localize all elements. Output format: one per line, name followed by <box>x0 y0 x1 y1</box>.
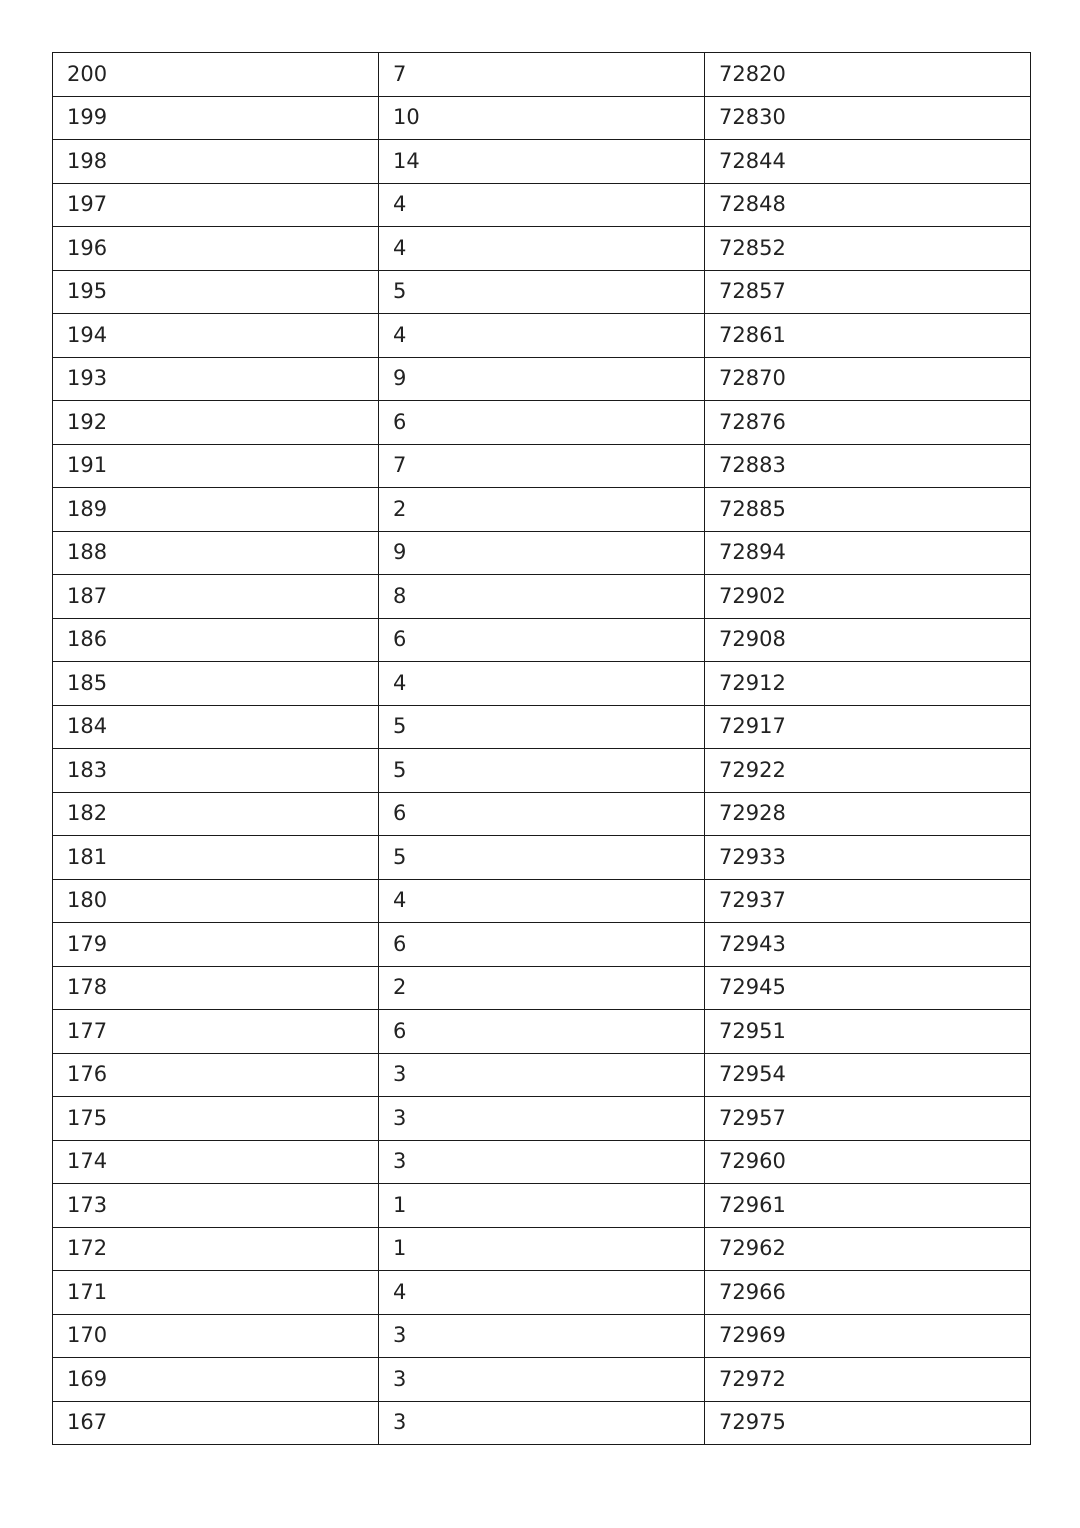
table-row <box>53 879 1031 923</box>
count-cell: 3 <box>379 1358 705 1402</box>
count-cell: 5 <box>379 749 705 793</box>
cumulative-cell: 72885 <box>705 488 1031 532</box>
score-cell: 183 <box>53 749 379 793</box>
count-cell: 5 <box>379 270 705 314</box>
table-row <box>53 1010 1031 1054</box>
cumulative-cell: 72908 <box>705 618 1031 662</box>
count-cell: 6 <box>379 401 705 445</box>
cumulative-cell: 72960 <box>705 1140 1031 1184</box>
score-cell: 199 <box>53 96 379 140</box>
score-cell: 196 <box>53 227 379 271</box>
count-cell: 3 <box>379 1401 705 1445</box>
table-row <box>53 314 1031 358</box>
table-row <box>53 227 1031 271</box>
cumulative-cell: 72876 <box>705 401 1031 445</box>
score-table-body <box>53 53 1031 1445</box>
count-cell: 4 <box>379 879 705 923</box>
cumulative-cell: 72820 <box>705 53 1031 97</box>
score-cell: 177 <box>53 1010 379 1054</box>
count-cell: 9 <box>379 357 705 401</box>
score-cell: 192 <box>53 401 379 445</box>
score-cell: 185 <box>53 662 379 706</box>
count-cell: 5 <box>379 836 705 880</box>
cumulative-cell: 72857 <box>705 270 1031 314</box>
score-cell: 182 <box>53 792 379 836</box>
count-cell: 6 <box>379 792 705 836</box>
table-row <box>53 357 1031 401</box>
cumulative-cell: 72912 <box>705 662 1031 706</box>
score-cell: 170 <box>53 1314 379 1358</box>
score-table <box>52 52 1031 1445</box>
count-cell: 10 <box>379 96 705 140</box>
cumulative-cell: 72969 <box>705 1314 1031 1358</box>
count-cell: 2 <box>379 488 705 532</box>
cumulative-cell: 72966 <box>705 1271 1031 1315</box>
score-cell: 181 <box>53 836 379 880</box>
table-row <box>53 1140 1031 1184</box>
score-cell: 169 <box>53 1358 379 1402</box>
score-cell: 175 <box>53 1097 379 1141</box>
table-row <box>53 140 1031 184</box>
score-cell: 191 <box>53 444 379 488</box>
cumulative-cell: 72937 <box>705 879 1031 923</box>
score-cell: 187 <box>53 575 379 619</box>
table-row <box>53 662 1031 706</box>
table-row <box>53 1401 1031 1445</box>
table-row <box>53 836 1031 880</box>
score-cell: 180 <box>53 879 379 923</box>
table-row <box>53 923 1031 967</box>
cumulative-cell: 72861 <box>705 314 1031 358</box>
score-cell: 178 <box>53 966 379 1010</box>
count-cell: 6 <box>379 923 705 967</box>
cumulative-cell: 72962 <box>705 1227 1031 1271</box>
cumulative-cell: 72951 <box>705 1010 1031 1054</box>
table-row <box>53 575 1031 619</box>
cumulative-cell: 72943 <box>705 923 1031 967</box>
score-cell: 172 <box>53 1227 379 1271</box>
table-row <box>53 1184 1031 1228</box>
table-row <box>53 270 1031 314</box>
cumulative-cell: 72844 <box>705 140 1031 184</box>
score-cell: 174 <box>53 1140 379 1184</box>
score-cell: 189 <box>53 488 379 532</box>
table-row <box>53 1097 1031 1141</box>
count-cell: 8 <box>379 575 705 619</box>
score-cell: 179 <box>53 923 379 967</box>
table-row <box>53 401 1031 445</box>
table-row <box>53 966 1031 1010</box>
count-cell: 6 <box>379 1010 705 1054</box>
table-row <box>53 444 1031 488</box>
cumulative-cell: 72972 <box>705 1358 1031 1402</box>
count-cell: 1 <box>379 1227 705 1271</box>
cumulative-cell: 72852 <box>705 227 1031 271</box>
cumulative-cell: 72848 <box>705 183 1031 227</box>
table-row <box>53 1227 1031 1271</box>
count-cell: 14 <box>379 140 705 184</box>
cumulative-cell: 72902 <box>705 575 1031 619</box>
table-row <box>53 705 1031 749</box>
score-cell: 193 <box>53 357 379 401</box>
cumulative-cell: 72917 <box>705 705 1031 749</box>
cumulative-cell: 72922 <box>705 749 1031 793</box>
count-cell: 5 <box>379 705 705 749</box>
count-cell: 4 <box>379 662 705 706</box>
score-cell: 194 <box>53 314 379 358</box>
table-row <box>53 183 1031 227</box>
count-cell: 7 <box>379 53 705 97</box>
cumulative-cell: 72975 <box>705 1401 1031 1445</box>
table-row <box>53 96 1031 140</box>
count-cell: 3 <box>379 1140 705 1184</box>
score-cell: 188 <box>53 531 379 575</box>
count-cell: 3 <box>379 1097 705 1141</box>
count-cell: 1 <box>379 1184 705 1228</box>
cumulative-cell: 72945 <box>705 966 1031 1010</box>
count-cell: 4 <box>379 314 705 358</box>
count-cell: 3 <box>379 1053 705 1097</box>
table-row <box>53 1358 1031 1402</box>
score-cell: 173 <box>53 1184 379 1228</box>
score-cell: 198 <box>53 140 379 184</box>
table-row <box>53 53 1031 97</box>
score-cell: 197 <box>53 183 379 227</box>
score-cell: 167 <box>53 1401 379 1445</box>
cumulative-cell: 72894 <box>705 531 1031 575</box>
cumulative-cell: 72961 <box>705 1184 1031 1228</box>
score-cell: 186 <box>53 618 379 662</box>
count-cell: 7 <box>379 444 705 488</box>
count-cell: 6 <box>379 618 705 662</box>
count-cell: 3 <box>379 1314 705 1358</box>
table-row <box>53 792 1031 836</box>
table-row <box>53 618 1031 662</box>
score-cell: 195 <box>53 270 379 314</box>
table-row <box>53 1053 1031 1097</box>
cumulative-cell: 72870 <box>705 357 1031 401</box>
cumulative-cell: 72883 <box>705 444 1031 488</box>
count-cell: 4 <box>379 183 705 227</box>
table-row <box>53 749 1031 793</box>
count-cell: 4 <box>379 1271 705 1315</box>
count-cell: 2 <box>379 966 705 1010</box>
cumulative-cell: 72957 <box>705 1097 1031 1141</box>
table-row <box>53 1314 1031 1358</box>
table-row <box>53 1271 1031 1315</box>
count-cell: 4 <box>379 227 705 271</box>
cumulative-cell: 72933 <box>705 836 1031 880</box>
score-cell: 184 <box>53 705 379 749</box>
count-cell: 9 <box>379 531 705 575</box>
score-cell: 176 <box>53 1053 379 1097</box>
cumulative-cell: 72928 <box>705 792 1031 836</box>
cumulative-cell: 72954 <box>705 1053 1031 1097</box>
score-cell: 171 <box>53 1271 379 1315</box>
table-row <box>53 488 1031 532</box>
score-cell: 200 <box>53 53 379 97</box>
table-row <box>53 531 1031 575</box>
cumulative-cell: 72830 <box>705 96 1031 140</box>
